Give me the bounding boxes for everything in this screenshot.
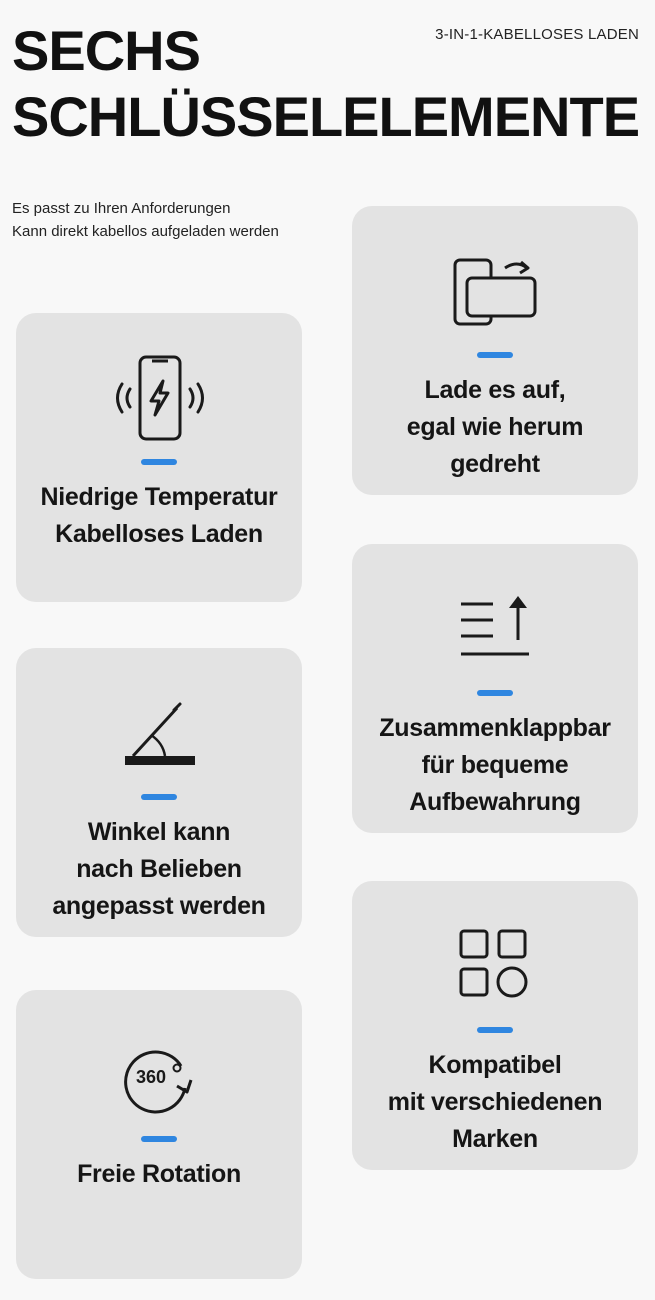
feature-line: Kompatibel (428, 1051, 562, 1079)
feature-line: Niedrige Temperatur (40, 483, 278, 511)
angle-adjust-icon (111, 688, 207, 780)
accent-dash (477, 352, 513, 358)
accent-dash (141, 459, 177, 465)
title-line-2: SCHLÜSSELELEMENTE (12, 85, 640, 148)
tagline: 3-IN-1-KABELLOSES LADEN (435, 26, 639, 43)
foldable-icon (447, 584, 543, 676)
rotation-label: 360 (135, 1067, 167, 1087)
feature-line: für bequeme (421, 751, 569, 779)
feature-text (407, 372, 583, 483)
feature-card-angle (16, 648, 302, 937)
subtitle (12, 197, 279, 243)
feature-line: Freie Rotation (77, 1160, 241, 1188)
feature-text (388, 1047, 602, 1158)
feature-text (379, 710, 610, 821)
feature-text (52, 814, 265, 925)
feature-card-rotation (16, 990, 302, 1279)
feature-card-any-orientation (352, 206, 638, 495)
feature-line: mit verschiedenen (387, 1088, 603, 1116)
phone-wireless-charging-icon (111, 353, 207, 445)
accent-dash (477, 690, 513, 696)
feature-line: Lade es auf, (424, 376, 566, 404)
feature-line: Winkel kann (87, 818, 231, 846)
rotation-360-icon (111, 1030, 207, 1122)
feature-card-foldable (352, 544, 638, 833)
feature-line: egal wie herum (406, 413, 584, 441)
feature-text (77, 1156, 241, 1193)
feature-text (41, 479, 278, 553)
accent-dash (141, 794, 177, 800)
accent-dash (141, 1136, 177, 1142)
feature-line: Zusammenklappbar (379, 714, 611, 742)
feature-line: Marken (452, 1125, 538, 1153)
rotate-screen-icon (447, 246, 543, 338)
feature-card-low-temperature (16, 313, 302, 602)
subtitle-line-2: Kann direkt kabellos aufgeladen werden (12, 223, 279, 240)
compatible-brands-icon (447, 921, 543, 1013)
subtitle-line-1: Es passt zu Ihren Anforderungen (12, 200, 231, 217)
feature-line: nach Belieben (76, 855, 242, 883)
feature-line: angepasst werden (52, 892, 266, 920)
feature-line: Kabelloses Laden (55, 520, 263, 548)
feature-card-compatible (352, 881, 638, 1170)
feature-line: gedreht (450, 450, 540, 478)
accent-dash (477, 1027, 513, 1033)
title-line-1: SECHS (12, 19, 200, 82)
feature-line: Aufbewahrung (409, 788, 581, 816)
